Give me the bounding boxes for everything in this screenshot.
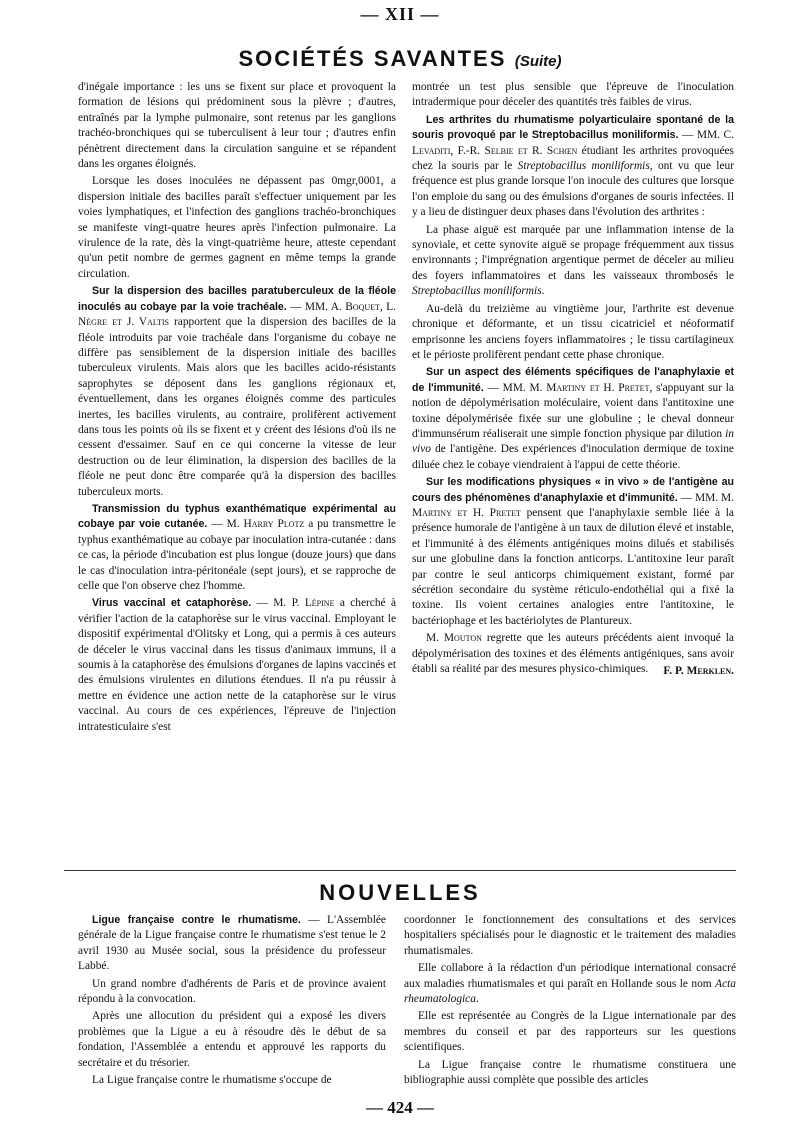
news-ligue (78, 913, 386, 975)
article-body: . (541, 285, 545, 298)
article-body: étudiant les arthrites provoquées chez la souris par le (412, 144, 734, 173)
article-body: rapportent que la dispersion des bacilles de la fléole introduits par voie trachéale dans l'organisme du cobaye ne diffère pas sensiblement de la dispersion initiale des bacilles tuberculeux virulents. Mais alors que les bacilles acido-résistants saprophytes se déposent dans les ganglions régionaux et, éventuellement, dans les organes éloignés comme des particules inertes, les bacilles virulents, au contraire, prolifèrent activement dans tous les points où ils se fixent et y créent des lésions d'où ils ne cessent d'essaimer. Sauf en ce qui concerne la vitesse de leur destruction ou de leur élimination, la dispersion des bacilles de la fléole ne peut donc être comparée qu'à la dispersion des bacilles tuberculeux morts. (78, 316, 396, 498)
section-suite: (Suite) (514, 53, 562, 70)
news-body: . (475, 993, 479, 1006)
article-plotz (78, 502, 396, 594)
article-body: , ont vu que leur fréquence est plus grande lorsque l'on inocule des cultures que lorsque l'on emploie du sang ou des émulsions d'organes de souris infectées. Il y a lieu de distinguer deux phases dans l'évolution des arthrites : (412, 160, 735, 219)
article-martiny-2 (412, 475, 734, 629)
paragraph: Après une allocution du président qui a exposé les divers problèmes que la Ligue a eu à résoudre dès le début de sa fondation, l'Assemblée a entendu et approuvé les rapports du secrétaire et du trésorier. (78, 1010, 386, 1069)
paragraph (404, 961, 736, 1007)
article-martiny-1 (412, 365, 734, 473)
article-title: Les arthrites du rhumatisme polyarticulaire spontané de la souris provoqué par le Streptobacillus moniliformis. (412, 113, 734, 142)
column-4 (404, 913, 736, 1090)
in-vivo: in vivo (412, 427, 734, 456)
signature: F. P. Merklen. (663, 665, 734, 678)
article-authors: — MM. M. Martiny et H. Pretet, (487, 381, 653, 394)
news-body: — L'Assemblée générale de la Ligue française contre le rhumatisme s'est tenue le 2 avril 1930 au Musée social, sous la présidence du professeur Labbé. (78, 914, 386, 973)
species-name: Streptobacillus moniliformis (517, 160, 650, 173)
article-authors: — M. P. Lépine (256, 597, 335, 610)
paragraph: Lorsque les doses inoculées ne dépassent pas 0mgr,0001, a dispersion initiale des bacilles paraît s'effectuer uniquement par les voies lymphatiques, et l'infection des ganglions trachéo-bronchiques se manifeste vingt-quatre heures après l'infection pulmonaire. La virulence de la rate, dès la vingt-quatrième heure, atteste cependant qu'un petit nombre de germes gagnent en même temps la grande circulation. (78, 175, 396, 280)
paragraph: montrée un test plus sensible que l'épreuve de l'inoculation intradermique pour déceler des quantités très faibles de virus. (412, 81, 734, 109)
article-body: a cherché à vérifier l'action de la cataphorèse sur le virus vaccinal. Employant le dispositif expérimental d'Olitsky et Long, qui a permis à ces auteurs de déceler le virus vaccinal dans les tissus d'animaux immuns, il a soumis à la cataphorèse des émulsions d'organes de lapins vaccinés et des émulsions virulentes en dilutions étendues. Il n'a pu réussir à mettre en évidence une action nette de la cataphorèse sur le virus vaccinal. Au cours de ces expériences, l'épreuve de l'injection intratesticulaire s'est (78, 597, 397, 733)
section-header (0, 46, 800, 72)
paragraph: La Ligue française contre le rhumatisme s'occupe de (92, 1074, 332, 1087)
article-title: Sur la dispersion des bacilles paratuberculeux de la fléole inoculés au cobaye par la voie trachéale. (78, 285, 396, 313)
paragraph: d'inégale importance : les uns se fixent sur place et provoquent la formation de lésions qui prédominent sous la plèvre ; d'autres, entraînés par la lymphe pulmonaire, sont retenus par les ganglions trachéo-bronchiques qui se tuberculisent à leur tour ; d'autres enfin pénètrent directement dans la circulation sanguine et se répandent dans les organes éloignés. (78, 81, 396, 171)
paragraph (412, 223, 734, 300)
article-authors: M. Mouton (426, 632, 482, 645)
article-boquet (78, 284, 396, 500)
article-title: Sur les modifications physiques « in vivo » de l'antigène au cours des phénomènes d'anaphylaxie et d'immunité. (412, 476, 734, 504)
page-number: — 424 — (366, 1098, 434, 1117)
nouvelles-header: NOUVELLES (319, 880, 481, 905)
article-authors: — M. Harry Plotz (211, 518, 305, 531)
article-title: Sur un aspect des éléments spécifiques de l'anaphylaxie et de l'immunité. (412, 366, 734, 394)
article-levaditi (412, 113, 734, 221)
article-body: s'appuyant sur la notion de dépolymérisation moléculaire, voient dans l'antitoxine une toxine dépolymérisée fixée sur une globuline ; le cheval donneur d'immunsérum réaliserait une simple fonction physique par dilution (412, 381, 734, 440)
article-body: de l'antigène. Des expériences d'inoculation dermique de toxine diluée chez le cobaye viendraient à l'appui de cette théorie. (412, 443, 734, 471)
article-authors: — MM. A. Boquet, L. Nègre et J. Valtis (78, 300, 396, 329)
article-body: regrette que les auteurs précédents aient invoqué la dépolymérisation des toxines et des éléments antigéniques, sans avoir établi sa réalité par des mesures physico-chimiques. (412, 632, 734, 676)
column-2 (412, 80, 734, 680)
species-name: Streptobacillus moniliformis (412, 285, 542, 298)
column-3 (78, 913, 386, 1090)
article-body: a pu transmettre le typhus exanthématique au cobaye par inoculation intra-cutanée : dans ce cas, la période d'incubation est plus longue (douze jours) que dans le cas d'inoculation intra-péritonéale (sept jours), et se rapproche de celle que l'on observe chez l'homme. (78, 518, 396, 592)
divider (64, 870, 736, 871)
article-title: Transmission du typhus exanthématique expérimental au cobaye par voie cutanée. (78, 502, 396, 531)
paragraph: La Ligue française contre le rhumatisme constituera une bibliographie aussi complète que possible des articles (404, 1058, 736, 1087)
journal-name: Acta rheumatologica (404, 977, 736, 1006)
paragraph: Au-delà du treizième au vingtième jour, l'arthrite est devenue chronique et déformante, et un tissu cicatriciel et néoformatif emprisonne les anciens foyers inflammatoires ; le tissu cartilagineux et le périoste prolifèrent pendant cette phase chronique. (412, 302, 734, 361)
section-title: SOCIÉTÉS SAVANTES (238, 46, 507, 71)
paragraph: Un grand nombre d'adhérents de Paris et de province avaient répondu à la convocation. (78, 977, 386, 1006)
article-lepine (78, 596, 396, 735)
news-title: Ligue française contre le rhumatisme. (92, 914, 301, 926)
news-body: Elle collabore à la rédaction d'un périodique international consacré aux maladies rhumatismales et qui paraît en Hollande sous le nom (404, 962, 736, 990)
article-authors: — MM. M. Martiny et H. Pretet (412, 491, 734, 519)
top-page-number: — XII — (360, 4, 440, 24)
article-body: La phase aiguë est marquée par une inflammation intense de la synoviale, et cette synovite aiguë se propage fréquemment aux tissus environnants ; l'imprégnation argentique permet de déceler au milieu des foyers inflammatoires et dans les vaisseaux thrombosés le (412, 223, 734, 282)
article-authors: — MM. C. Levaditi, F.-R. Selbie et R. Schœn (412, 129, 734, 157)
article-body: pensent que l'anaphylaxie semble liée à la présence humorale de l'antigène à un taux de dilution élevé et instable, et l'immunité à des éléments antigéniques moins dilués et stabilisés sur une globuline dans la fonction anticorps. L'antitoxine leur paraît par contre le seul anticorps chimiquement existant, formé par sécrétion secondaire du système réticulo-endothélial qui a fixé la toxine. Ils voient certaines analogies entre l'antitoxine, le bactériophage et les bactériolytes de Plantureux. (412, 506, 734, 627)
paragraph: coordonner le fonctionnement des consultations et des services hospitaliers spécialisés pour le diagnostic et le traitement des maladies rhumatismales. (404, 914, 736, 957)
article-title: Virus vaccinal et cataphorèse. (92, 597, 252, 610)
paragraph: Elle est représentée au Congrès de la Ligue internationale par des membres du conseil et par des rapporteurs sur les questions scientifiques. (404, 1010, 736, 1054)
column-1 (78, 80, 396, 737)
